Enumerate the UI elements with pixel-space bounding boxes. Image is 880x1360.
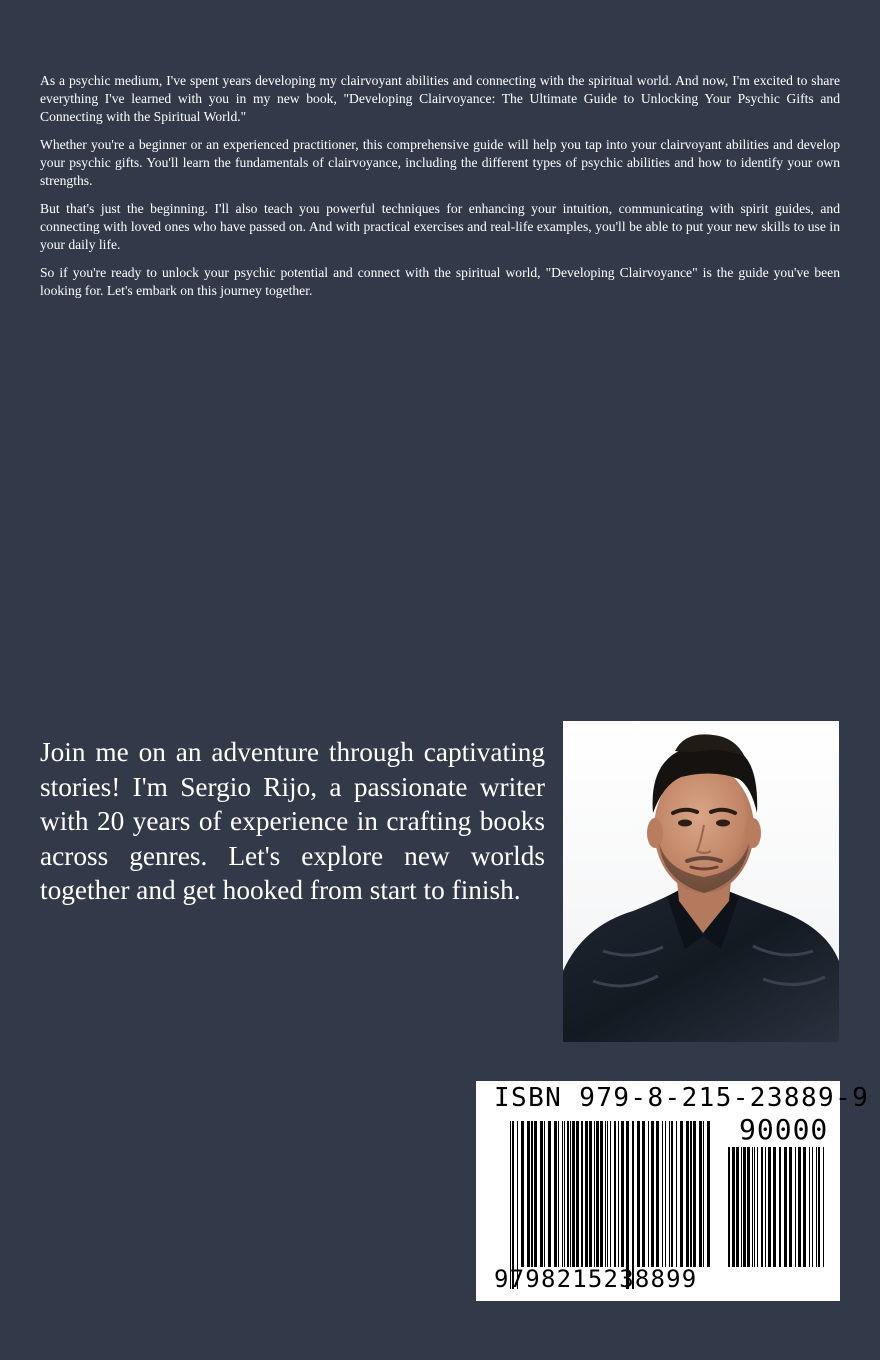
isbn-barcode (476, 1081, 870, 1301)
barcode-bar (585, 1121, 588, 1267)
barcode-bar (665, 1121, 666, 1267)
barcode-bar (581, 1121, 583, 1267)
barcode-bar (699, 1121, 702, 1267)
barcode-bar (607, 1121, 608, 1267)
barcode-bar (747, 1147, 750, 1267)
price-code: 90000 (739, 1113, 829, 1146)
barcode-bar (676, 1121, 677, 1267)
author-photo (563, 721, 839, 1042)
barcode-bars-addon (728, 1147, 824, 1289)
barcode-bar (567, 1121, 569, 1267)
barcode-bar (686, 1121, 689, 1267)
barcode-bar (517, 1121, 518, 1289)
blurb-paragraph: As a psychic medium, I've spent years developing my clairvoyant abilities and connecting with the spiritual world. And now, I'm excited to share everything I've learned with you in my new book, "Developing Clairvoyance: The Ultimate Guide to Unlocking Your Psychic Gifts and Connecting with the Spiritual World." (40, 73, 840, 124)
barcode-bar (540, 1121, 543, 1267)
barcode-bar (642, 1121, 645, 1267)
barcode-bar (621, 1121, 624, 1267)
barcode-bar (527, 1121, 530, 1267)
barcode-bar (757, 1147, 758, 1267)
barcode-bar (651, 1121, 654, 1267)
barcode-bar (823, 1147, 824, 1267)
barcode-bar (752, 1147, 753, 1267)
barcode-bar (728, 1147, 730, 1267)
barcode-bar (662, 1121, 663, 1267)
author-bio: Join me on an adventure through captivating stories! I'm Sergio Rijo, a passionate writer with 20 years of experience in crafting books across genres. Let's explore new worlds together and get hooked from start to finish. (40, 737, 545, 905)
barcode-bar (637, 1121, 640, 1267)
barcode-bar (521, 1121, 524, 1267)
barcode-bar (610, 1121, 611, 1267)
barcode-bar (736, 1147, 739, 1267)
barcode-bar (562, 1121, 563, 1267)
barcode-bar (648, 1121, 649, 1267)
barcode-bar (743, 1147, 746, 1267)
barcode-bar (669, 1121, 670, 1267)
barcode-bar (761, 1147, 763, 1267)
barcode-bar (570, 1121, 571, 1267)
barcode-bar (626, 1121, 629, 1289)
barcode-bar (680, 1121, 683, 1267)
barcode-bar (765, 1147, 766, 1267)
isbn-label: ISBN 979-8-215-23889-9 (494, 1083, 870, 1113)
barcode-bar (531, 1121, 533, 1267)
barcode-bar (754, 1147, 755, 1267)
barcode-bar (614, 1121, 616, 1267)
barcode-bar (596, 1121, 599, 1267)
barcode-bar (812, 1147, 813, 1267)
barcode-bar (564, 1121, 565, 1267)
barcode-bar (605, 1121, 606, 1267)
barcode-bar (809, 1147, 810, 1267)
barcode-bar (818, 1147, 820, 1267)
barcode-bar (690, 1121, 692, 1267)
barcode-bar (576, 1121, 579, 1267)
blurb-paragraph: So if you're ready to unlock your psychic potential and connect with the spiritual world, "Developing Clairvoyance" is the guide you've been looking for. Let's embark on this journey together. (40, 265, 840, 298)
barcode-bar (600, 1121, 603, 1267)
barcode-bar (779, 1147, 781, 1267)
barcode-bar (795, 1147, 796, 1267)
barcode-bar (741, 1147, 742, 1267)
barcode-bar (656, 1121, 659, 1267)
barcode-bar (816, 1147, 817, 1267)
barcode-bar (732, 1147, 735, 1267)
barcode-bar (510, 1121, 511, 1289)
barcode-bar (618, 1121, 619, 1267)
barcode-bar (534, 1121, 537, 1267)
barcode-bar (589, 1121, 592, 1267)
barcode-bar (594, 1121, 595, 1267)
barcode-bar (558, 1121, 559, 1267)
barcode-bar (548, 1121, 551, 1267)
blurb-paragraph: But that's just the beginning. I'll also teach you powerful techniques for enhancing your intuition, communicating with spirit guides, and connecting with loved ones who have passed on. And with practical exercises and real-life examples, you'll be able to put your new skills to use in your daily life. (40, 201, 840, 252)
barcode-bars-main (510, 1121, 710, 1289)
barcode-bar (693, 1121, 696, 1267)
barcode-bar (789, 1147, 792, 1267)
barcode-bar (544, 1121, 545, 1267)
barcode-bar (554, 1121, 557, 1267)
barcode-bar (803, 1147, 806, 1267)
barcode-bar (784, 1147, 787, 1267)
barcode-bar (707, 1121, 710, 1267)
ean-digits: 9798215238899 (494, 1265, 698, 1293)
barcode-bar (572, 1121, 575, 1267)
blurb-paragraph: Whether you're a beginner or an experienced practitioner, this comprehensive guide will help you tap into your clairvoyant abilities and develop your psychic gifts. You'll learn the fundamentals of clairvoyance, including the different types of psychic abilities and how to identify your own strengths. (40, 137, 840, 188)
barcode-bar (773, 1147, 776, 1267)
back-cover-blurb (40, 72, 840, 310)
barcode-bar (768, 1147, 771, 1267)
barcode-bar (671, 1121, 673, 1267)
barcode-bar (798, 1147, 801, 1267)
barcode-bar (632, 1121, 634, 1289)
barcode-bar (703, 1121, 704, 1267)
barcode-bar (512, 1121, 514, 1289)
